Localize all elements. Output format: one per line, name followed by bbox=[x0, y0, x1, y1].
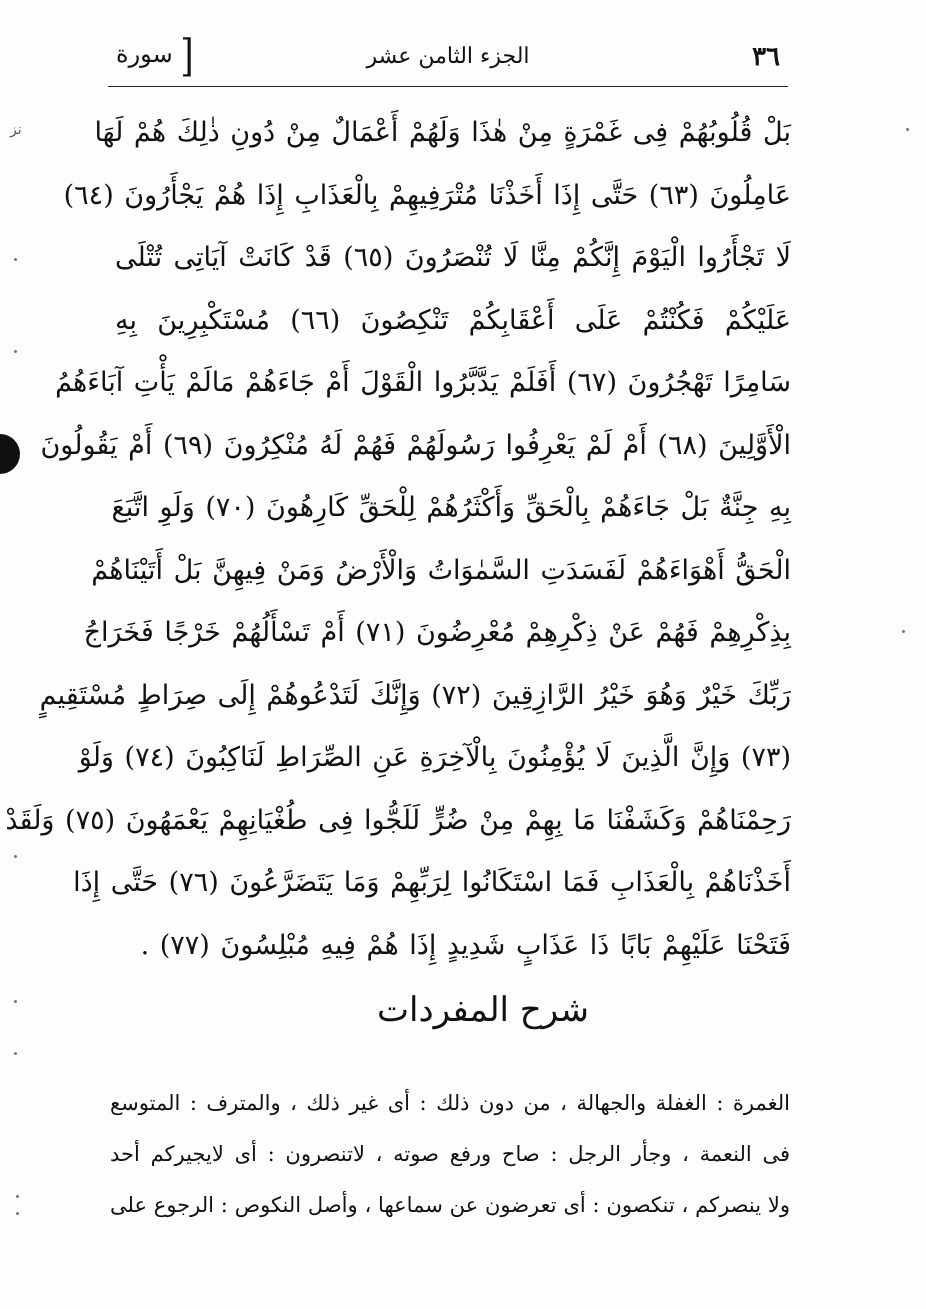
margin-speck bbox=[906, 128, 909, 131]
verse-line: عَلَيْكُمْ فَكُنْتُمْ عَلَى أَعْقَابِكُمْ تَنْكِصُونَ (٦٦) مُسْتَكْبِرِينَ بِهِ bbox=[115, 304, 792, 336]
verse-line: رَبِّكَ خَيْرٌ وَهُوَ خَيْرُ الرَّازِقِينَ (٧٢) وَإِنَّكَ لَتَدْعُوهُمْ إِلَى صِرَاطٍ مُسْتَقِيمٍ bbox=[39, 679, 791, 711]
margin-speck bbox=[16, 1212, 19, 1215]
surah-label-box bbox=[108, 29, 202, 82]
verse-line: بَلْ قُلُوبُهُمْ فِى غَمْرَةٍ مِنْ هٰذَا وَلَهُمْ أَعْمَالٌ مِنْ دُونِ ذٰلِكَ هُمْ لَهَا bbox=[94, 117, 791, 148]
margin-speck bbox=[14, 1052, 17, 1055]
running-title: الجزء الثامن عشر bbox=[366, 44, 530, 69]
page-number: ٣٦ bbox=[752, 42, 780, 72]
header-divider bbox=[108, 86, 788, 87]
verse-line: فَتَحْنَا عَلَيْهِمْ بَابًا ذَا عَذَابٍ شَدِيدٍ إِذَا هُمْ فِيهِ مُبْلِسُونَ (٧٧) . bbox=[140, 929, 791, 961]
margin-speck bbox=[14, 855, 17, 858]
verse-line: الْأَوَّلِينَ (٦٨) أَمْ لَمْ يَعْرِفُوا رَسُولَهُمْ فَهُمْ لَهُ مُنْكِرُونَ (٦٩) أَمْ يَقُولُونَ bbox=[40, 429, 791, 461]
vocabulary-line: الغمرة : الغفلة والجهالة ، من دون ذلك : أى غير ذلك ، والمترف : المتوسع bbox=[110, 1091, 790, 1115]
verse-line: الْحَقُّ أَهْوَاءَهُمْ لَفَسَدَتِ السَّمٰوَاتُ وَالْأَرْضُ وَمَنْ فِيهِنَّ بَلْ أَتَيْنَاهُمْ bbox=[91, 554, 791, 586]
page-header bbox=[108, 30, 788, 86]
verse-line: بِذِكْرِهِمْ فَهُمْ عَنْ ذِكْرِهِمْ مُعْرِضُونَ (٧١) أَمْ تَسْأَلُهُمْ خَرْجًا فَخَرَاجُ bbox=[83, 617, 791, 648]
verse-line: لَا تَجْأَرُوا الْيَوْمَ إِنَّكُمْ مِنَّا لَا تُنْصَرُونَ (٦٥) قَدْ كَانَتْ آيَاتِى تُتْلَى bbox=[115, 242, 791, 273]
vocabulary-line: فى النعمة ، وجأر الرجل : صاح ورفع صوته ، لاتنصرون : أى لايجيركم أحد bbox=[110, 1142, 790, 1166]
margin-mark-left: ﻧﺰ bbox=[10, 122, 22, 138]
section-title: شرح المفردات bbox=[376, 990, 590, 1030]
verse-line: (٧٣) وَإِنَّ الَّذِينَ لَا يُؤْمِنُونَ بِالْآخِرَةِ عَنِ الصِّرَاطِ لَنَاكِبُونَ (٧٤) وَلَوْ bbox=[78, 742, 791, 773]
margin-speck bbox=[16, 1195, 19, 1198]
vocabulary-block bbox=[110, 1078, 790, 1231]
margin-speck bbox=[14, 350, 17, 353]
margin-speck bbox=[902, 630, 905, 633]
verse-line: بِهِ جِنَّةٌ بَلْ جَاءَهُمْ بِالْحَقِّ وَأَكْثَرُهُمْ لِلْحَقِّ كَارِهُونَ (٧٠) وَلَوِ اتَّبَعَ bbox=[111, 492, 791, 523]
bracket-icon: [ bbox=[180, 29, 194, 82]
surah-label: سورة bbox=[116, 40, 173, 68]
verse-line: عَامِلُونَ (٦٣) حَتَّى إِذَا أَخَذْنَا مُتْرَفِيهِمْ بِالْعَذَابِ إِذَا هُمْ يَجْأَرُونَ (٦٤) bbox=[63, 179, 791, 211]
verse-line: أَخَذْنَاهُمْ بِالْعَذَابِ فَمَا اسْتَكَانُوا لِرَبِّهِمْ وَمَا يَتَضَرَّعُونَ (٧٦) حَتَّى إِذَا bbox=[73, 867, 791, 898]
verse-line: سَامِرًا تَهْجُرُونَ (٦٧) أَفَلَمْ يَدَّبَّرُوا الْقَوْلَ أَمْ جَاءَهُمْ مَالَمْ يَأْتِ آبَاءَهُمُ bbox=[55, 367, 791, 398]
vocabulary-line: ولا ينصركم ، تنكصون : أى تعرضون عن سماعها ، وأصل النكوص : الرجوع على bbox=[110, 1193, 790, 1217]
verse-line: رَحِمْنَاهُمْ وَكَشَفْنَا مَا بِهِمْ مِنْ ضُرٍّ لَلَجُّوا فِى طُغْيَانِهِمْ يَعْمَهُونَ (٧٥) وَلَقَدْ bbox=[5, 804, 791, 836]
ink-blot bbox=[0, 434, 20, 474]
margin-speck bbox=[14, 258, 17, 261]
